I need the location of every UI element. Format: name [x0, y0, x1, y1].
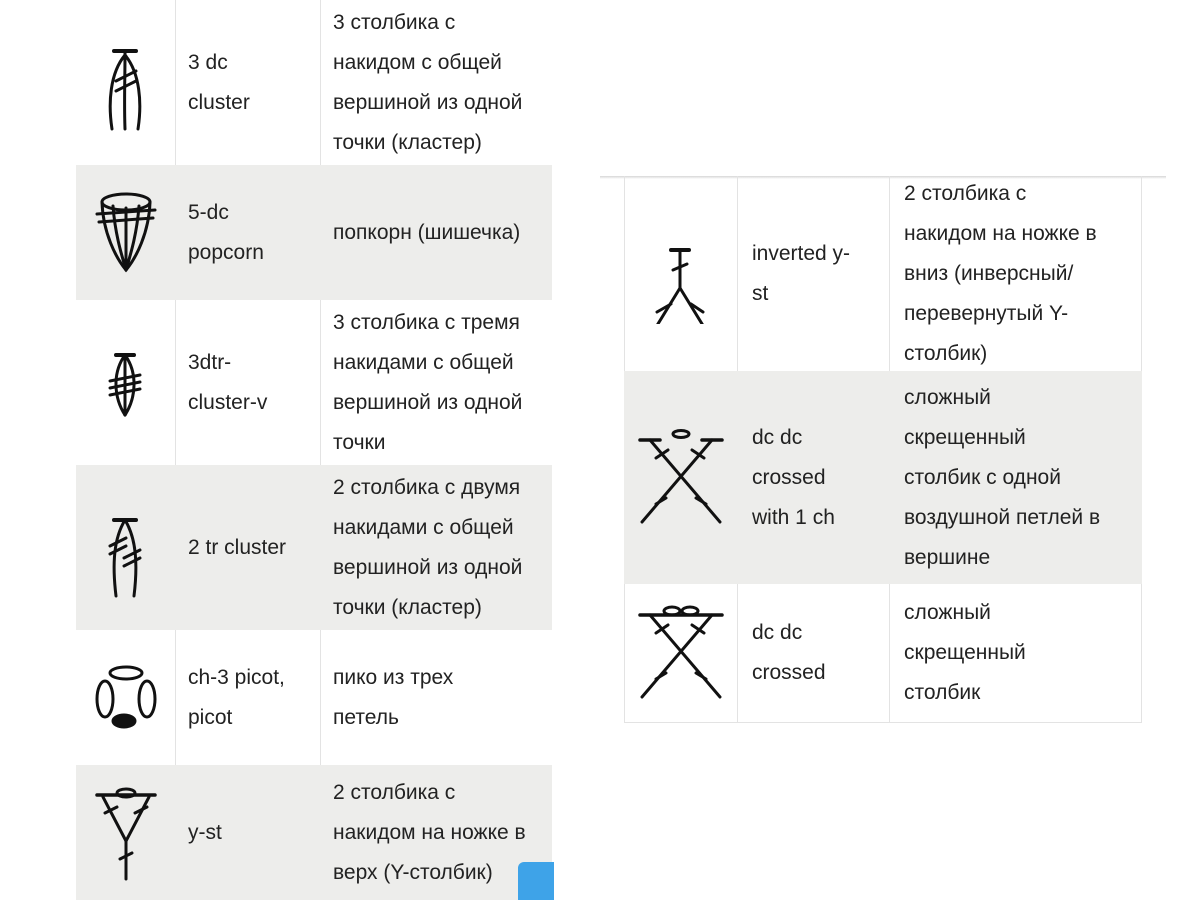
symbol-description: попкорн (шишечка) — [333, 220, 521, 244]
inverted-y-st-symbol-icon — [624, 176, 738, 371]
table-row — [624, 176, 1142, 371]
symbol-name: ch-3 picot, picot — [176, 630, 321, 765]
table-row — [624, 584, 1142, 723]
symbol-name: 5-dc popcorn — [188, 200, 264, 264]
table-row — [76, 765, 552, 900]
3-dc-cluster-symbol-icon — [76, 0, 176, 165]
symbol-description: пико из трех петель — [333, 665, 454, 729]
dc-dc-crossed-with-1-ch-symbol-icon — [624, 371, 738, 584]
symbol-description: сложный скрещенный столбик с одной воздушной петлей в вершине — [904, 385, 1101, 569]
symbol-name: 3dtr- cluster-v — [176, 300, 321, 465]
symbol-description: 2 столбика с накидом на ножке в вниз (инверсный/ перевернутый Y- столбик) — [890, 176, 1142, 371]
table-row — [624, 371, 1142, 584]
symbol-name: inverted y- st — [738, 176, 890, 371]
symbol-name: 3 dc cluster — [176, 0, 321, 165]
symbol-name: 2 tr cluster — [188, 535, 287, 559]
symbol-description: 2 столбика с накидом на ножке в верх (Y-столбик) — [333, 780, 526, 884]
3dtr-cluster-v-symbol-icon — [76, 300, 176, 465]
table-row — [76, 630, 552, 765]
left-symbol-table — [76, 0, 552, 900]
ch-3-picot-symbol-icon — [76, 630, 176, 765]
dc-dc-crossed-symbol-icon — [624, 584, 738, 722]
symbol-name: dc dc crossed with 1 ch — [752, 425, 835, 529]
table-row — [76, 465, 552, 630]
right-symbol-table — [624, 176, 1142, 723]
table-row — [76, 0, 552, 165]
2-tr-cluster-symbol-icon — [76, 465, 176, 630]
y-st-symbol-icon — [76, 765, 176, 900]
symbol-description: 3 столбика с тремя накидами с общей вершиной из одной точки — [333, 310, 523, 454]
symbol-name: y-st — [188, 820, 222, 844]
symbol-description: 2 столбика с двумя накидами с общей вершиной из одной точки (кластер) — [333, 475, 523, 619]
symbol-name: dc dc crossed — [738, 584, 890, 722]
symbol-description: сложный скрещенный столбик — [890, 584, 1142, 722]
table-row — [76, 165, 552, 300]
table-row — [76, 300, 552, 465]
symbol-description: 3 столбика с накидом с общей вершиной из одной точки (кластер) — [333, 10, 523, 154]
5-dc-popcorn-symbol-icon — [76, 165, 176, 300]
edit-button[interactable] — [518, 862, 554, 900]
